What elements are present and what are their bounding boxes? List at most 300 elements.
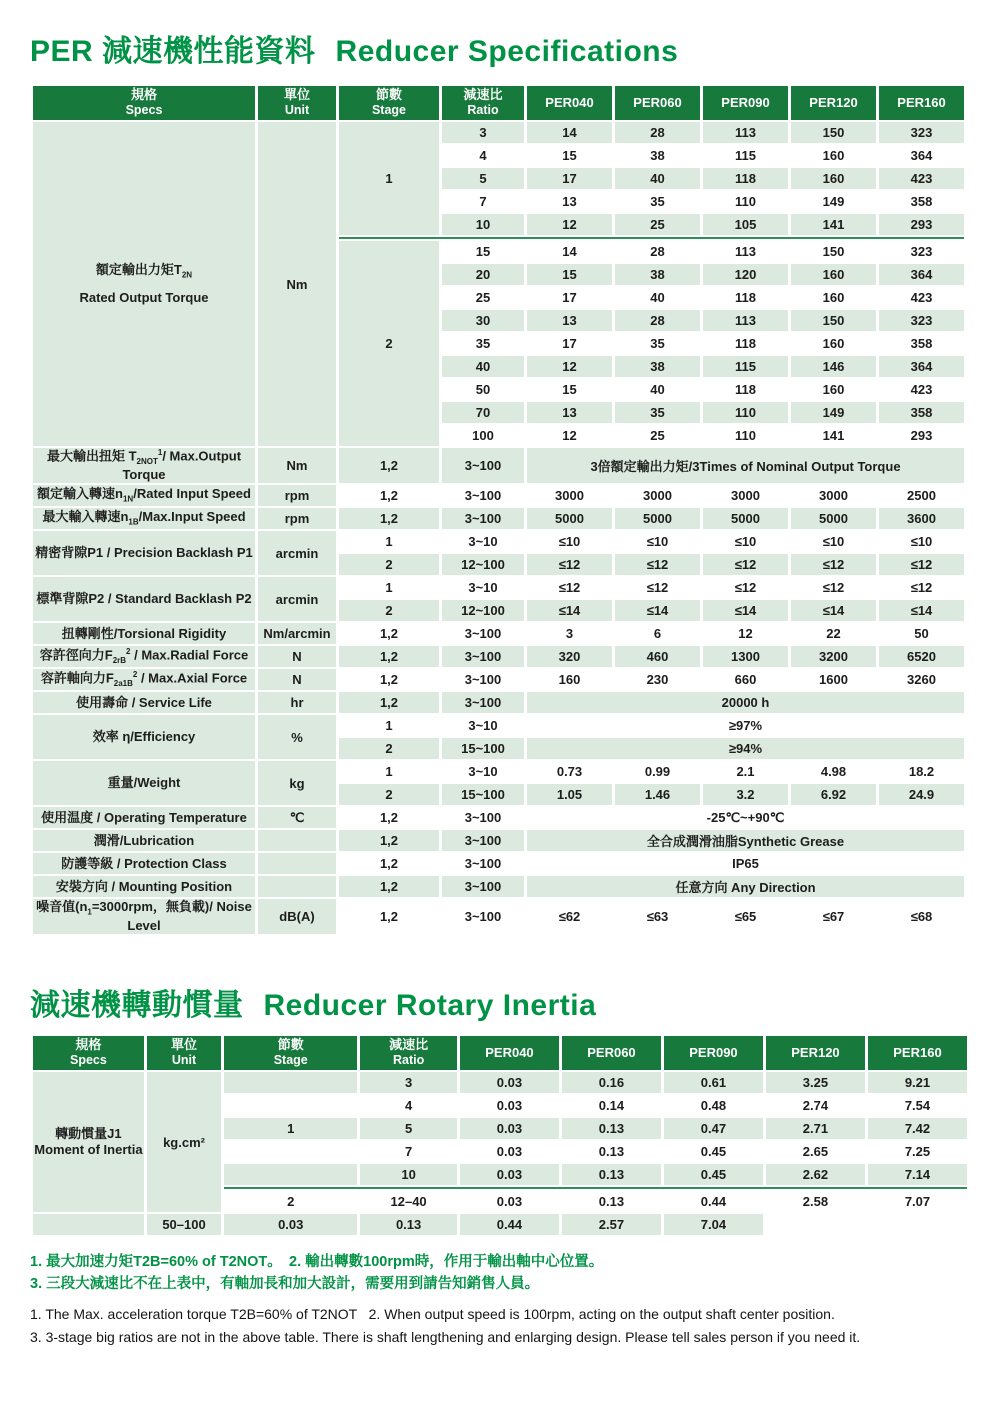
- value-cell: 25: [615, 214, 700, 235]
- ratio-cell: 15~100: [442, 784, 524, 805]
- ratio-cell: 3: [442, 122, 524, 143]
- value-cell: 3: [527, 623, 612, 644]
- value-cell: 3000: [791, 485, 876, 506]
- value-cell: 115: [703, 145, 788, 166]
- value-cell: 7.04: [664, 1214, 763, 1235]
- value-cell: 0.61: [664, 1072, 763, 1093]
- value-cell: 15: [527, 379, 612, 400]
- value-cell: 0.47: [664, 1118, 763, 1139]
- value-cell: ≤14: [791, 600, 876, 621]
- value-cell: 0.44: [460, 1214, 559, 1235]
- value-cell: 1600: [791, 669, 876, 690]
- value-cell: ≤10: [615, 531, 700, 552]
- spec-label-moment-of-inertia: 轉動慣量J1 Moment of Inertia: [33, 1072, 144, 1212]
- stage-cell: 2: [339, 738, 439, 759]
- table-row: [33, 485, 964, 506]
- ratio-cell: 3~100: [442, 623, 524, 644]
- value-cell: 0.13: [562, 1191, 661, 1212]
- value-cell: 2.74: [766, 1095, 865, 1116]
- unit-cell: Nm: [258, 448, 336, 483]
- stage-cell: [224, 1141, 357, 1162]
- value-cell: 5000: [703, 508, 788, 529]
- value-cell: 38: [615, 145, 700, 166]
- table-row: [33, 623, 964, 644]
- value-cell: 364: [879, 145, 964, 166]
- value-cell: 149: [791, 402, 876, 423]
- unit-cell: hr: [258, 692, 336, 713]
- value-cell: 3260: [879, 669, 964, 690]
- value-cell: 12: [527, 425, 612, 446]
- value-cell: 2.62: [766, 1164, 865, 1185]
- value-cell: ≤12: [879, 554, 964, 575]
- col-header-per060: PER060: [615, 86, 700, 120]
- stage-cell: 1,2: [339, 830, 439, 851]
- spec-label: 防護等級 / Protection Class: [33, 853, 255, 874]
- col-header-unit: 單位 Unit: [147, 1036, 221, 1070]
- ratio-cell: 3~10: [442, 577, 524, 598]
- stage-cell: 2: [339, 784, 439, 805]
- value-cell: 7.42: [868, 1118, 967, 1139]
- value-cell: 2.57: [562, 1214, 661, 1235]
- stage-cell: [224, 1072, 357, 1093]
- value-cell: 0.45: [664, 1164, 763, 1185]
- ratio-cell: 3~100: [442, 669, 524, 690]
- spec-label: 精密背隙P1 / Precision Backlash P1: [33, 531, 255, 575]
- table-row: [33, 1072, 967, 1093]
- value-cell: 323: [879, 241, 964, 262]
- value-cell: ≤62: [527, 899, 612, 934]
- value-cell: 3.25: [766, 1072, 865, 1093]
- spec-label-rated-output-torque: 額定輸出力矩$T_{2N}$ Rated Output Torque: [33, 122, 255, 446]
- col-header-per090: PER090: [664, 1036, 763, 1070]
- value-cell: 358: [879, 191, 964, 212]
- table-row: [33, 531, 964, 552]
- value-cell: 150: [791, 241, 876, 262]
- ratio-cell: 4: [360, 1095, 457, 1116]
- unit-cell: N: [258, 669, 336, 690]
- value-cell: 7.07: [868, 1191, 967, 1212]
- ratio-cell: 25: [442, 287, 524, 308]
- table-row: [33, 669, 964, 690]
- value-cell: 141: [791, 425, 876, 446]
- col-header-stage: 節數 Stage: [339, 86, 439, 120]
- value-cell: 13: [527, 310, 612, 331]
- stage-cell: 2: [339, 554, 439, 575]
- value-cell: ≤12: [879, 577, 964, 598]
- unit-cell: rpm: [258, 485, 336, 506]
- value-cell: 12: [703, 623, 788, 644]
- ratio-cell: 15: [442, 241, 524, 262]
- footnote-en-2: 3. 3-stage big ratios are not in the above table. There is shaft lengthening and enlarging design. Please tell sales person if you need it.: [30, 1328, 861, 1345]
- value-cell: 6.92: [791, 784, 876, 805]
- col-header-unit: 單位 Unit: [258, 86, 336, 120]
- col-header-per120: PER120: [766, 1036, 865, 1070]
- ratio-cell: 3~10: [442, 715, 524, 736]
- stage-cell: 1: [224, 1118, 357, 1139]
- value-cell: 1300: [703, 646, 788, 667]
- stage-cell: 1,2: [339, 508, 439, 529]
- table2-header-row: [33, 1036, 967, 1070]
- unit-cell: [258, 853, 336, 874]
- value-cell: 0.45: [664, 1141, 763, 1162]
- value-cell: 2.1: [703, 761, 788, 782]
- col-header-stage: 節數 Stage: [224, 1036, 357, 1070]
- value-cell: 0.03: [460, 1118, 559, 1139]
- ratio-cell: 3~100: [442, 807, 524, 828]
- inertia-title-zh: 減速機轉動慣量: [30, 989, 244, 1023]
- value-cell: 118: [703, 287, 788, 308]
- stage-cell: 1,2: [339, 876, 439, 897]
- value-cell: 118: [703, 379, 788, 400]
- col-header-per160: PER160: [879, 86, 964, 120]
- spec-label: 效率 η/Efficiency: [33, 715, 255, 759]
- value-cell: 5000: [791, 508, 876, 529]
- value-cell: 7.54: [868, 1095, 967, 1116]
- ratio-cell: 3~100: [442, 448, 524, 483]
- value-cell: 141: [791, 214, 876, 235]
- value-cell: 115: [703, 356, 788, 377]
- value-cell: 50: [879, 623, 964, 644]
- value-cell: ≤10: [527, 531, 612, 552]
- ratio-cell: 3~100: [442, 899, 524, 934]
- spec-label: 使用壽命 / Service Life: [33, 692, 255, 713]
- footnote-en-1: 1. The Max. acceleration torque T2B=60% of T2NOT 2. When output speed is 100rpm, acting on the output shaft center position.: [30, 1305, 835, 1322]
- value-cell: 423: [879, 287, 964, 308]
- value-cell: 28: [615, 241, 700, 262]
- spec-label: 重量/Weight: [33, 761, 255, 805]
- merged-value-cell: 20000 h: [527, 692, 964, 713]
- table-row: [33, 853, 964, 874]
- value-cell: ≤12: [527, 554, 612, 575]
- value-cell: ≤68: [879, 899, 964, 934]
- value-cell: 118: [703, 168, 788, 189]
- value-cell: 0.48: [664, 1095, 763, 1116]
- value-cell: 160: [791, 168, 876, 189]
- table-row: [33, 646, 964, 667]
- table-row: [33, 899, 964, 934]
- value-cell: 110: [703, 425, 788, 446]
- value-cell: ≤14: [703, 600, 788, 621]
- value-cell: 0.16: [562, 1072, 661, 1093]
- ratio-cell: 12~100: [442, 600, 524, 621]
- value-cell: 24.9: [879, 784, 964, 805]
- table-row: [33, 1214, 967, 1235]
- ratio-cell: 50: [442, 379, 524, 400]
- value-cell: 40: [615, 379, 700, 400]
- stage-cell: [224, 1164, 357, 1185]
- page-title-zh: PER 減速機性能資料: [30, 35, 316, 68]
- ratio-cell: 35: [442, 333, 524, 354]
- table-row: [33, 876, 964, 897]
- ratio-cell: 3~100: [442, 853, 524, 874]
- unit-cell: dB(A): [258, 899, 336, 934]
- value-cell: 160: [791, 379, 876, 400]
- merged-value-cell: 3倍額定輸出力矩/3Times of Nominal Output Torque: [527, 448, 964, 483]
- footnote-zh-1: 1. 最大加速力矩T2B=60% of T2NOT。 2. 輸出轉數100rpm時，作用于輸出軸中心位置。: [30, 1254, 604, 1271]
- rotary-inertia-table: [30, 1034, 970, 1237]
- ratio-cell: 20: [442, 264, 524, 285]
- value-cell: 423: [879, 168, 964, 189]
- value-cell: 28: [615, 310, 700, 331]
- table-row: [33, 807, 964, 828]
- spec-label: 最大輸入轉速$n_{1B}/Max.Input$ Speed: [33, 508, 255, 529]
- value-cell: 38: [615, 264, 700, 285]
- merged-value-cell: 任意方向 Any Direction: [527, 876, 964, 897]
- value-cell: 40: [615, 287, 700, 308]
- ratio-cell: 10: [442, 214, 524, 235]
- col-header-ratio: 減速比 Ratio: [360, 1036, 457, 1070]
- value-cell: 14: [527, 241, 612, 262]
- value-cell: 3200: [791, 646, 876, 667]
- value-cell: 113: [703, 122, 788, 143]
- value-cell: 25: [615, 425, 700, 446]
- value-cell: ≤10: [879, 531, 964, 552]
- ratio-cell: 3~10: [442, 531, 524, 552]
- value-cell: 113: [703, 241, 788, 262]
- value-cell: 364: [879, 264, 964, 285]
- ratio-cell: 7: [360, 1141, 457, 1162]
- unit-cell: Nm/arcmin: [258, 623, 336, 644]
- value-cell: 358: [879, 402, 964, 423]
- value-cell: 9.21: [868, 1072, 967, 1093]
- value-cell: ≤10: [703, 531, 788, 552]
- value-cell: ≤12: [791, 577, 876, 598]
- ratio-cell: 4: [442, 145, 524, 166]
- value-cell: 35: [615, 333, 700, 354]
- value-cell: 320: [527, 646, 612, 667]
- ratio-cell: 30: [442, 310, 524, 331]
- stage-cell: 1: [339, 577, 439, 598]
- page-title: [30, 26, 970, 70]
- value-cell: 2.58: [766, 1191, 865, 1212]
- stage-cell: 1,2: [339, 669, 439, 690]
- value-cell: 146: [791, 356, 876, 377]
- col-header-per120: PER120: [791, 86, 876, 120]
- ratio-cell: 70: [442, 402, 524, 423]
- value-cell: 15: [527, 264, 612, 285]
- value-cell: 3.2: [703, 784, 788, 805]
- ratio-cell: 10: [360, 1164, 457, 1185]
- value-cell: 0.13: [562, 1118, 661, 1139]
- ratio-cell: 100: [442, 425, 524, 446]
- ratio-cell: 7: [442, 191, 524, 212]
- value-cell: 40: [615, 168, 700, 189]
- stage-cell: 1,2: [339, 807, 439, 828]
- value-cell: 3000: [527, 485, 612, 506]
- value-cell: 17: [527, 287, 612, 308]
- stage-cell: 1: [339, 122, 439, 235]
- value-cell: 0.03: [460, 1191, 559, 1212]
- value-cell: 0.03: [460, 1141, 559, 1162]
- value-cell: 0.03: [460, 1072, 559, 1093]
- value-cell: 6: [615, 623, 700, 644]
- reducer-specifications-table: [30, 84, 967, 936]
- unit-cell: ℃: [258, 807, 336, 828]
- value-cell: 38: [615, 356, 700, 377]
- ratio-cell: 3~100: [442, 485, 524, 506]
- col-header-per160: PER160: [868, 1036, 967, 1070]
- unit-cell: kg.cm²: [147, 1072, 221, 1212]
- value-cell: 14: [527, 122, 612, 143]
- value-cell: 660: [703, 669, 788, 690]
- value-cell: 110: [703, 402, 788, 423]
- value-cell: 149: [791, 191, 876, 212]
- value-cell: 230: [615, 669, 700, 690]
- stage-cell: 1: [339, 715, 439, 736]
- ratio-cell: 3~100: [442, 692, 524, 713]
- value-cell: 3000: [703, 485, 788, 506]
- unit-cell: N: [258, 646, 336, 667]
- value-cell: 293: [879, 214, 964, 235]
- value-cell: 3000: [615, 485, 700, 506]
- value-cell: 118: [703, 333, 788, 354]
- value-cell: ≤12: [527, 577, 612, 598]
- value-cell: ≤10: [791, 531, 876, 552]
- value-cell: 5000: [615, 508, 700, 529]
- ratio-cell: 12–40: [360, 1191, 457, 1212]
- stage-cell: [33, 1214, 144, 1235]
- ratio-cell: 3: [360, 1072, 457, 1093]
- value-cell: 150: [791, 122, 876, 143]
- ratio-cell: 12~100: [442, 554, 524, 575]
- ratio-cell: 5: [360, 1118, 457, 1139]
- value-cell: 2500: [879, 485, 964, 506]
- table1-header-row: [33, 86, 964, 120]
- value-cell: ≤12: [791, 554, 876, 575]
- value-cell: 22: [791, 623, 876, 644]
- ratio-cell: 3~100: [442, 830, 524, 851]
- spec-label: 扭轉剛性/Torsional Rigidity: [33, 623, 255, 644]
- value-cell: 6520: [879, 646, 964, 667]
- ratio-cell: 50–100: [147, 1214, 221, 1235]
- spec-label: 潤滑/Lubrication: [33, 830, 255, 851]
- value-cell: 0.03: [460, 1164, 559, 1185]
- ratio-cell: 3~100: [442, 646, 524, 667]
- table-row: [33, 448, 964, 483]
- col-header-specs: 規格 Specs: [33, 86, 255, 120]
- merged-value-cell: ≥97%: [527, 715, 964, 736]
- col-header-per090: PER090: [703, 86, 788, 120]
- value-cell: 12: [527, 356, 612, 377]
- value-cell: 0.14: [562, 1095, 661, 1116]
- value-cell: 160: [527, 669, 612, 690]
- ratio-cell: 40: [442, 356, 524, 377]
- value-cell: ≤63: [615, 899, 700, 934]
- value-cell: 28: [615, 122, 700, 143]
- table-row: [33, 508, 964, 529]
- stage-cell: 1,2: [339, 692, 439, 713]
- col-header-specs: 規格 Specs: [33, 1036, 144, 1070]
- value-cell: 3600: [879, 508, 964, 529]
- value-cell: 358: [879, 333, 964, 354]
- value-cell: ≤12: [615, 577, 700, 598]
- col-header-per040: PER040: [527, 86, 612, 120]
- value-cell: 5000: [527, 508, 612, 529]
- stage-divider-line: [339, 237, 964, 239]
- value-cell: 1.46: [615, 784, 700, 805]
- value-cell: 293: [879, 425, 964, 446]
- ratio-cell: 15~100: [442, 738, 524, 759]
- merged-value-cell: -25℃~+90℃: [527, 807, 964, 828]
- unit-cell: %: [258, 715, 336, 759]
- spec-label: 容許徑向力$F_{2rB}^2$ / Max.Radial Force: [33, 646, 255, 667]
- value-cell: 18.2: [879, 761, 964, 782]
- value-cell: ≤12: [703, 554, 788, 575]
- value-cell: 0.03: [224, 1214, 357, 1235]
- stage-cell: [224, 1095, 357, 1116]
- value-cell: 4.98: [791, 761, 876, 782]
- stage-cell: 2: [339, 241, 439, 446]
- value-cell: 0.13: [562, 1141, 661, 1162]
- value-cell: ≤65: [703, 899, 788, 934]
- value-cell: 0.73: [527, 761, 612, 782]
- col-header-ratio: 減速比 Ratio: [442, 86, 524, 120]
- ratio-cell: 5: [442, 168, 524, 189]
- value-cell: 120: [703, 264, 788, 285]
- value-cell: 35: [615, 191, 700, 212]
- value-cell: 150: [791, 310, 876, 331]
- merged-value-cell: IP65: [527, 853, 964, 874]
- value-cell: 0.03: [460, 1095, 559, 1116]
- stage-cell: 1: [339, 531, 439, 552]
- value-cell: 15: [527, 145, 612, 166]
- ratio-cell: 3~100: [442, 508, 524, 529]
- unit-cell: arcmin: [258, 531, 336, 575]
- spec-label: 額定輸入轉速$n_{1N}$/Rated Input Speed: [33, 485, 255, 506]
- stage-cell: 1,2: [339, 646, 439, 667]
- table-row: [33, 122, 964, 143]
- value-cell: 364: [879, 356, 964, 377]
- stage-cell: 1,2: [339, 485, 439, 506]
- value-cell: 0.13: [360, 1214, 457, 1235]
- value-cell: 460: [615, 646, 700, 667]
- value-cell: 0.44: [664, 1191, 763, 1212]
- spec-label: 最大輸出扭矩 $T_{2NOT}^1/$ Max.Output Torque: [33, 448, 255, 483]
- table-row: [33, 577, 964, 598]
- table-row: [33, 761, 964, 782]
- value-cell: 110: [703, 191, 788, 212]
- stage-cell: 2: [224, 1191, 357, 1212]
- table-row: [33, 715, 964, 736]
- value-cell: 1.05: [527, 784, 612, 805]
- merged-value-cell: ≥94%: [527, 738, 964, 759]
- table-row: [33, 692, 964, 713]
- value-cell: 35: [615, 402, 700, 423]
- value-cell: 423: [879, 379, 964, 400]
- value-cell: 17: [527, 168, 612, 189]
- spec-label: 使用温度 / Operating Temperature: [33, 807, 255, 828]
- unit-cell: arcmin: [258, 577, 336, 621]
- value-cell: 113: [703, 310, 788, 331]
- stage-cell: 1,2: [339, 853, 439, 874]
- value-cell: 323: [879, 310, 964, 331]
- value-cell: 17: [527, 333, 612, 354]
- spec-label: 標準背隙P2 / Standard Backlash P2: [33, 577, 255, 621]
- unit-cell: rpm: [258, 508, 336, 529]
- merged-value-cell: 全合成潤滑油脂Synthetic Grease: [527, 830, 964, 851]
- footnote-zh-2: 3. 三段大減速比不在上表中，有軸加長和加大設計，需要用到請告知銷售人員。: [30, 1276, 540, 1293]
- inertia-title: [30, 980, 970, 1024]
- table-row: [33, 830, 964, 851]
- value-cell: 160: [791, 333, 876, 354]
- value-cell: 12: [527, 214, 612, 235]
- value-cell: 7.14: [868, 1164, 967, 1185]
- stage-cell: 1,2: [339, 448, 439, 483]
- value-cell: ≤14: [615, 600, 700, 621]
- value-cell: 2.65: [766, 1141, 865, 1162]
- footnotes: [30, 1251, 970, 1348]
- value-cell: 105: [703, 214, 788, 235]
